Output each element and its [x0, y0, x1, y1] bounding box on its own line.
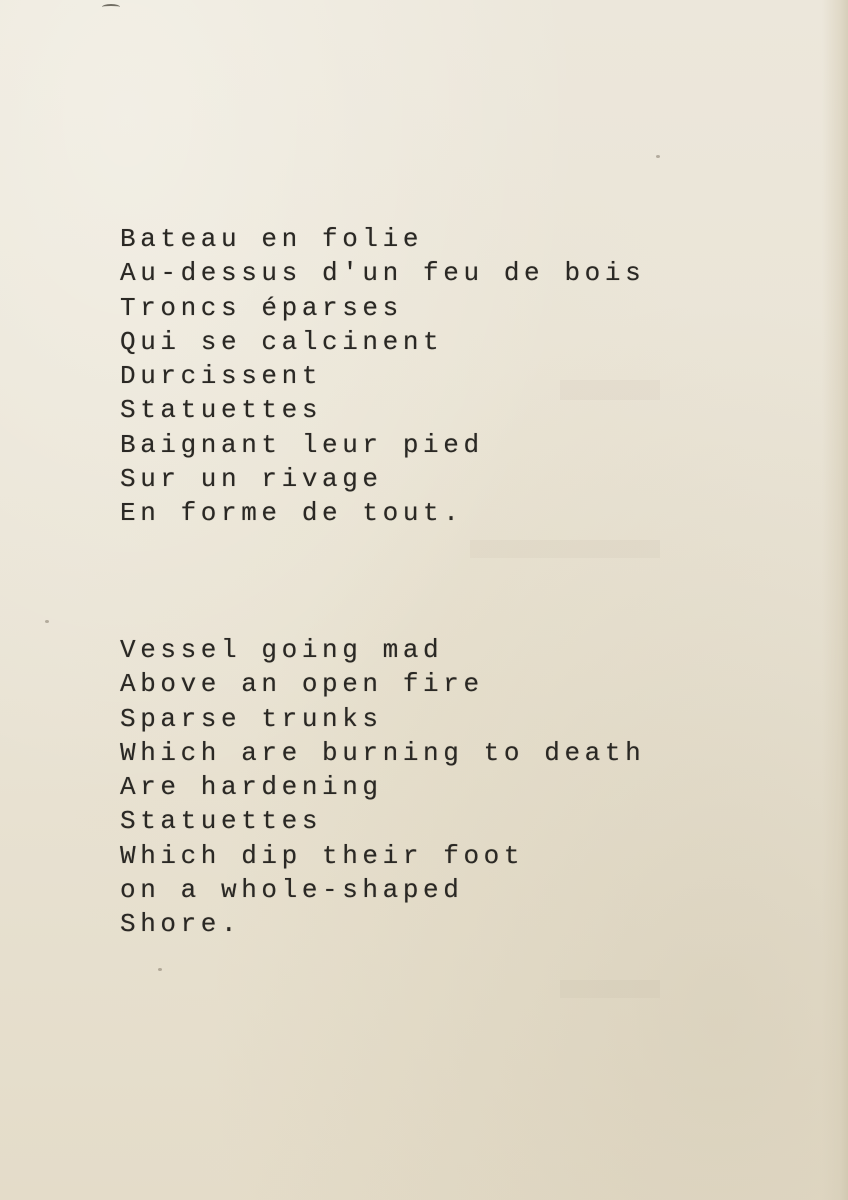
paper-speck: [158, 968, 162, 971]
poem-line: Which are burning to death: [120, 737, 646, 768]
poem-line: Bateau en folie: [120, 224, 424, 254]
poem-french: [120, 222, 645, 531]
poem-line: Troncs éparses: [120, 292, 403, 323]
poem-line: Au-dessus d'un feu de bois: [120, 258, 646, 289]
poem-line: Sparse trunks: [120, 703, 383, 734]
poem-line: Vessel going mad: [120, 635, 444, 665]
poem-line: En forme de tout.: [120, 498, 464, 529]
bleed-through-shadow: [470, 540, 660, 558]
poem-line: Baignant leur pied: [120, 429, 484, 460]
paper-edge: [822, 0, 848, 1200]
pencil-mark: [102, 4, 120, 10]
poem-line: Sur un rivage: [120, 464, 383, 495]
poem-line: Shore.: [120, 909, 242, 940]
paper-speck: [656, 155, 660, 158]
poem-line: Above an open fire: [120, 669, 484, 700]
poem-line: Statuettes: [120, 806, 323, 837]
paper-speck: [45, 620, 49, 623]
poem-line: Are hardening: [120, 772, 383, 803]
poem-line: Statuettes: [120, 395, 323, 426]
poem-line: on a whole-shaped: [120, 875, 464, 906]
poem-line: Durcissent: [120, 361, 323, 392]
poem-line: Qui se calcinent: [120, 326, 444, 357]
bleed-through-shadow: [560, 980, 660, 998]
poem-line: Which dip their foot: [120, 840, 525, 871]
poem-english: [120, 633, 645, 942]
